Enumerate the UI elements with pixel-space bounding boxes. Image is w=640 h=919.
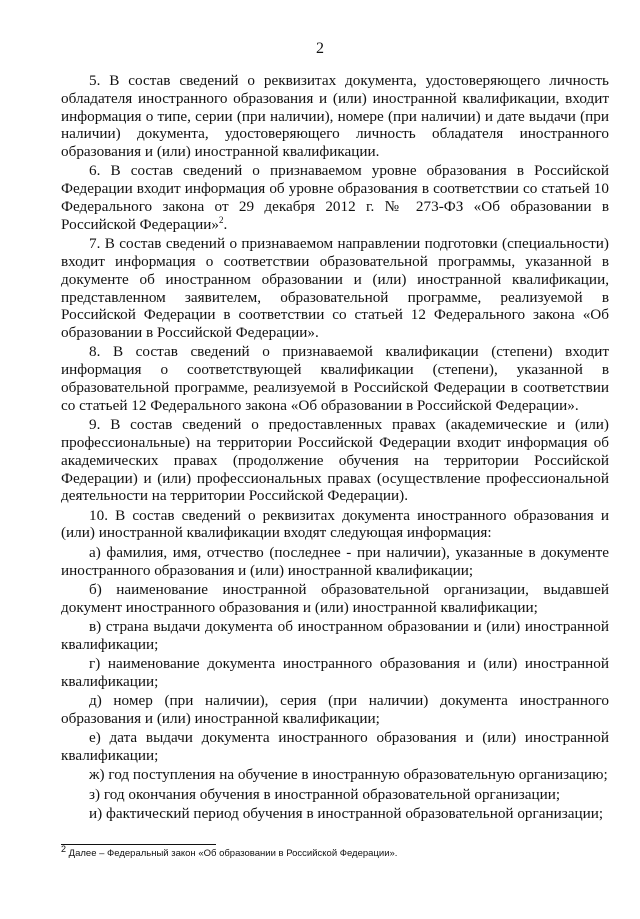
- paragraph-5: 5. В состав сведений о реквизитах документа, удостоверяющего личность обладателя иностранного образования и (или) иностранной квалификации, входит информация о типе, серии (при наличии), номере (при наличии) и дате выдачи (при наличии) документа, удостоверяющего личность обладателя иностранного образования и (или) иностранной квалификации.: [61, 72, 609, 161]
- footnote: [61, 843, 609, 860]
- document-body: [61, 72, 609, 823]
- footnote-ref: 2: [218, 214, 224, 225]
- list-item-zh: ж) год поступления на обучение в иностранную образовательную организацию;: [89, 766, 608, 784]
- paragraph-7: 7. В состав сведений о признаваемом направлении подготовки (специальности) входит информация о соответствии образовательной программы, указанной в документе об иностранном образовании и (или) иностранной квалификации, представленном заявителем, образовательной программе, реализуемой в Российской Федерации в соответствии со статьей 12 Федерального закона «Об образовании в Российской Федерации».: [61, 235, 609, 342]
- list-item-b: б) наименование иностранной образовательной организации, выдавшей документ иностранного образования и (или) иностранной квалификации;: [61, 580, 609, 616]
- paragraph-6-text: 6. В состав сведений о признаваемом уровне образования в Российской Федерации входит информация об уровне образования в соответствии со статьей 10 Федерального закона от 29 декабря 2012 г. № 273-ФЗ «Об образовании в Российской Федерации»: [61, 162, 609, 233]
- footnote-text: Далее – Федеральный закон «Об образовании в Российской Федерации».: [68, 848, 398, 859]
- footnote-marker: 2: [61, 843, 67, 854]
- list-item-i: и) фактический период обучения в иностранной образовательной организации;: [89, 804, 604, 822]
- page-number: 2: [316, 40, 324, 57]
- list-item-d: д) номер (при наличии), серия (при наличии) документа иностранного образования и (или) иностранной квалификации;: [61, 692, 609, 727]
- paragraph-10: 10. В состав сведений о реквизитах документа иностранного образования и (или) иностранной квалификации входят следующая информация:: [61, 506, 609, 542]
- list-item-a: а) фамилия, имя, отчество (последнее - при наличии), указанные в документе иностранного образования и (или) иностранной квалификации;: [61, 543, 609, 579]
- footnote-separator: [61, 844, 216, 845]
- list-item-g: г) наименование документа иностранного образования и (или) иностранной квалификации;: [61, 655, 609, 690]
- paragraph-8: 8. В состав сведений о признаваемой квалификации (степени) входит информация о соответствующей квалификации (степени), указанной в образовательной программе, реализуемой в Российской Федерации в соответствии со статьей 12 Федерального закона «Об образовании в Российской Федерации».: [61, 343, 609, 414]
- paragraph-6: 6. В состав сведений о признаваемом уровне образования в Российской Федерации входит информация об уровне образования в соответствии со статьей 10 Федерального закона от 29 декабря 2012 г. № 273-ФЗ «Об образовании в Российской Федерации»$^2$.: [61, 162, 609, 233]
- list-item-e: е) дата выдачи документа иностранного образования и (или) иностранной квалификации;: [61, 729, 609, 764]
- paragraph-9: 9. В состав сведений о предоставленных правах (академические и (или) профессиональные) на территории Российской Федерации входит информация об академических правах (продолжение обучения на территории Российской Федерации) и (или) профессиональных правах (осуществление профессиональной деятельности на территории Российской Федерации).: [61, 416, 609, 505]
- list-item-z: з) год окончания обучения в иностранной образовательной организации;: [89, 785, 561, 803]
- list-item-v: в) страна выдачи документа об иностранном образовании и (или) иностранной квалификации;: [61, 617, 609, 653]
